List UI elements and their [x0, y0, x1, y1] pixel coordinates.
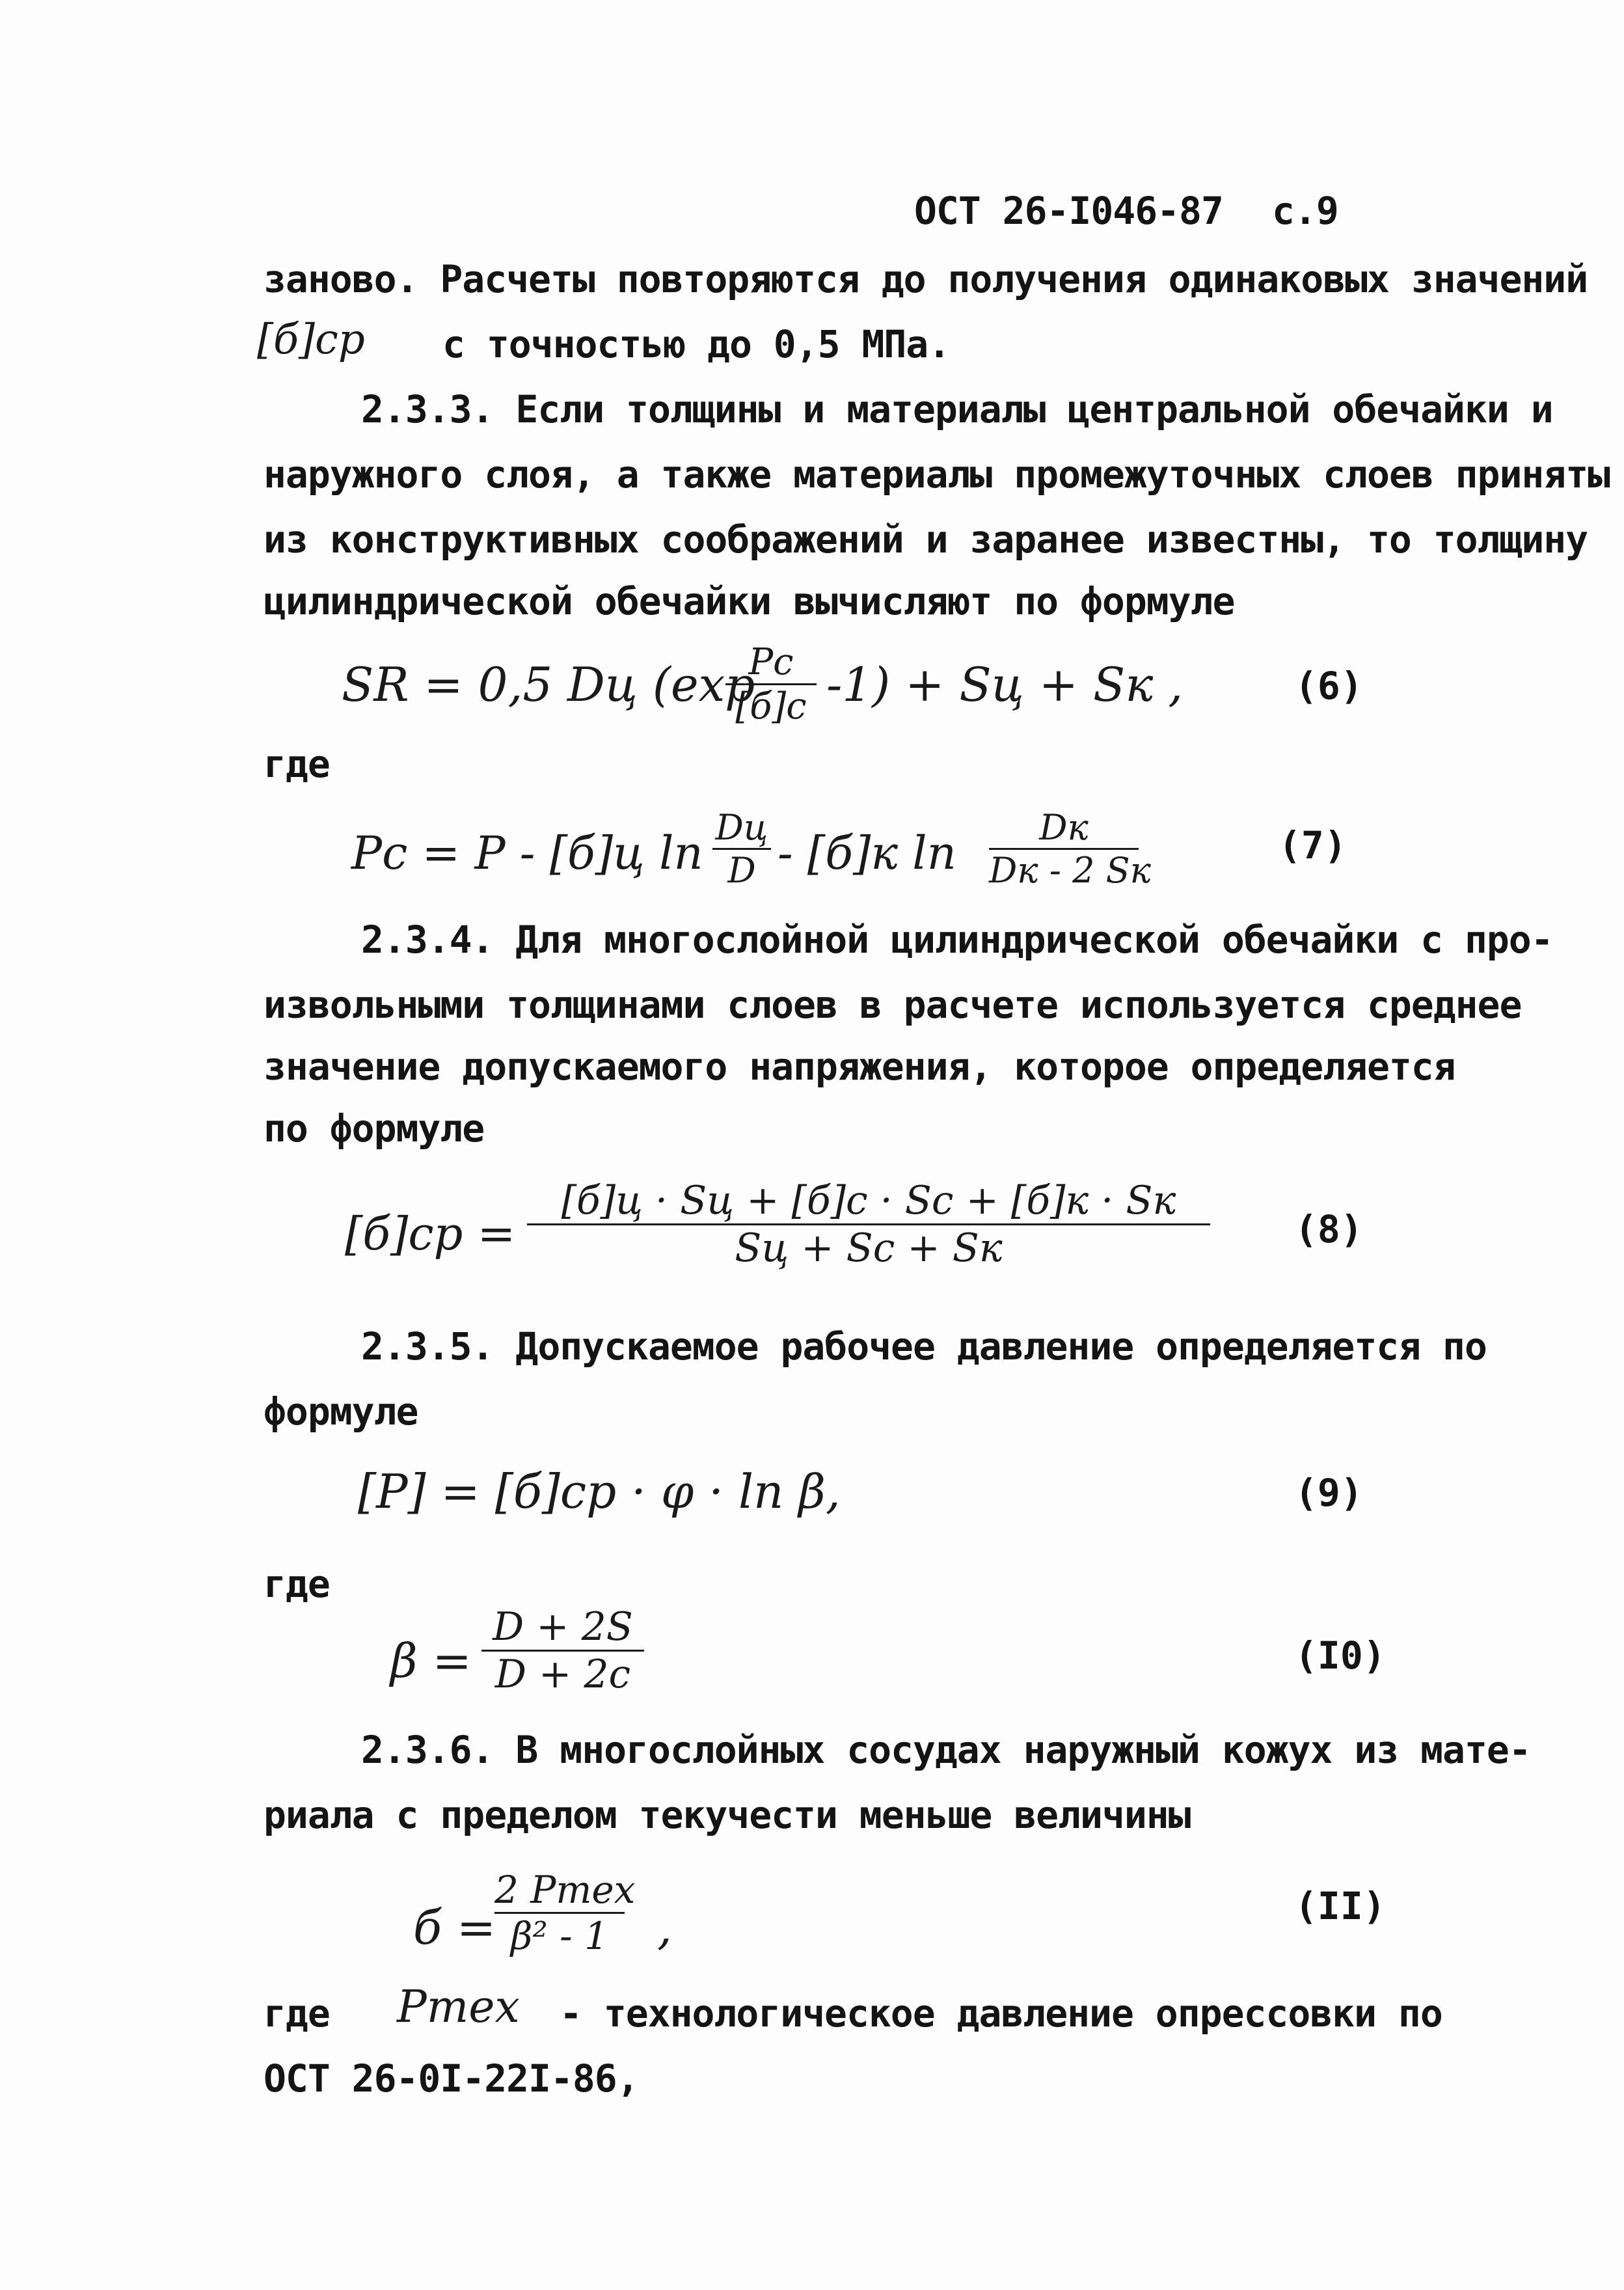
- eq7-fraction-2: [989, 807, 1151, 891]
- page-number: с.9: [1272, 189, 1338, 233]
- equation-number-10: (I0): [1295, 1633, 1386, 1678]
- eq7-fraction-1: [712, 807, 771, 891]
- where-label: где: [264, 1991, 330, 2036]
- eq8-lhs: [б]cp =: [345, 1207, 516, 1261]
- text-line: значение допускаемого напряжения, которое определяется: [264, 1044, 1455, 1089]
- document-code: ОСТ 26-I046-87: [914, 189, 1223, 233]
- where-label: где: [264, 742, 330, 786]
- equation-number-7: (7): [1279, 823, 1347, 867]
- eq11-numerator: 2 Pтех: [494, 1868, 636, 1912]
- eq7-f1-denominator: D: [727, 850, 756, 891]
- eq6-fraction: [725, 641, 817, 728]
- section-2-3-5: 2.3.5. Допускаемое рабочее давление определяется по: [361, 1324, 1487, 1369]
- eq7-middle: - [б]к ln: [778, 826, 956, 880]
- equation-number-8: (8): [1295, 1207, 1363, 1251]
- section-2-3-6: 2.3.6. В многослойных сосудах наружный кожух из мате-: [361, 1728, 1531, 1772]
- symbol-p-tex: Pтех: [397, 1982, 520, 2033]
- text-line: из конструктивных соображений и заранее известны, то толщину: [264, 517, 1588, 562]
- section-2-3-3: 2.3.3. Если толщины и материалы центральной обечайки и: [361, 387, 1553, 431]
- eq11-denominator: β² - 1: [510, 1914, 609, 1958]
- section-2-3-4: 2.3.4. Для многослойной цилиндрической обечайки с про-: [361, 918, 1553, 962]
- eq6-lhs: SR = 0,5 Dц (exp: [342, 657, 755, 712]
- eq8-numerator: [б]ц · Sц + [б]c · Sc + [б]к · Sк: [561, 1178, 1176, 1223]
- equation-number-9: (9): [1295, 1471, 1363, 1515]
- text-line: извольными толщинами слоев в расчете используется среднее: [264, 983, 1522, 1027]
- eq8-denominator: Sц + Sc + Sк: [735, 1225, 1003, 1271]
- eq6-numerator: Pc: [748, 641, 794, 683]
- eq7-f2-numerator: Dк: [1039, 807, 1089, 848]
- eq10-lhs: β =: [390, 1633, 472, 1688]
- eq11-fraction: [494, 1868, 636, 1958]
- equation-number-11: (II): [1295, 1884, 1386, 1928]
- eq10-fraction: [481, 1604, 644, 1697]
- text-line: цилиндрической обечайки вычисляют по формуле: [264, 579, 1235, 623]
- eq11-tail: ,: [657, 1900, 672, 1955]
- eq6-rhs: -1) + Sц + Sк ,: [826, 657, 1184, 712]
- text-line: наружного слоя, а также материалы промежуточных слоев приняты: [264, 452, 1610, 497]
- standard-reference: ОСТ 26-0I-22I-86,: [264, 2056, 639, 2101]
- eq10-numerator: D + 2S: [493, 1604, 633, 1650]
- eq9-expression: [P] = [б]cp · φ · ln β,: [358, 1464, 841, 1519]
- symbol-sigma-cp: [б]cp: [257, 316, 365, 364]
- text-line: риала с пределом текучести меньше величины: [264, 1793, 1191, 1837]
- eq7-f1-numerator: Dц: [715, 807, 768, 848]
- eq7-f2-denominator: Dк - 2 Sк: [989, 850, 1151, 891]
- where-label: где: [264, 1562, 330, 1606]
- text-line: с точностью до 0,5 МПа.: [442, 322, 951, 366]
- eq11-lhs: б =: [413, 1900, 496, 1955]
- text-line: формуле: [264, 1389, 418, 1434]
- eq7-lhs: Pc = P - [б]ц ln: [351, 826, 703, 880]
- text-line: - технологическое давление опрессовки по: [560, 1991, 1442, 2036]
- text-line: по формуле: [264, 1106, 485, 1151]
- eq8-fraction: [527, 1178, 1210, 1271]
- equation-number-6: (6): [1295, 664, 1363, 708]
- eq10-denominator: D + 2c: [494, 1652, 631, 1697]
- eq6-denominator: [б]c: [735, 685, 807, 728]
- text-line: заново. Расчеты повторяются до получения одинаковых значений: [264, 257, 1588, 301]
